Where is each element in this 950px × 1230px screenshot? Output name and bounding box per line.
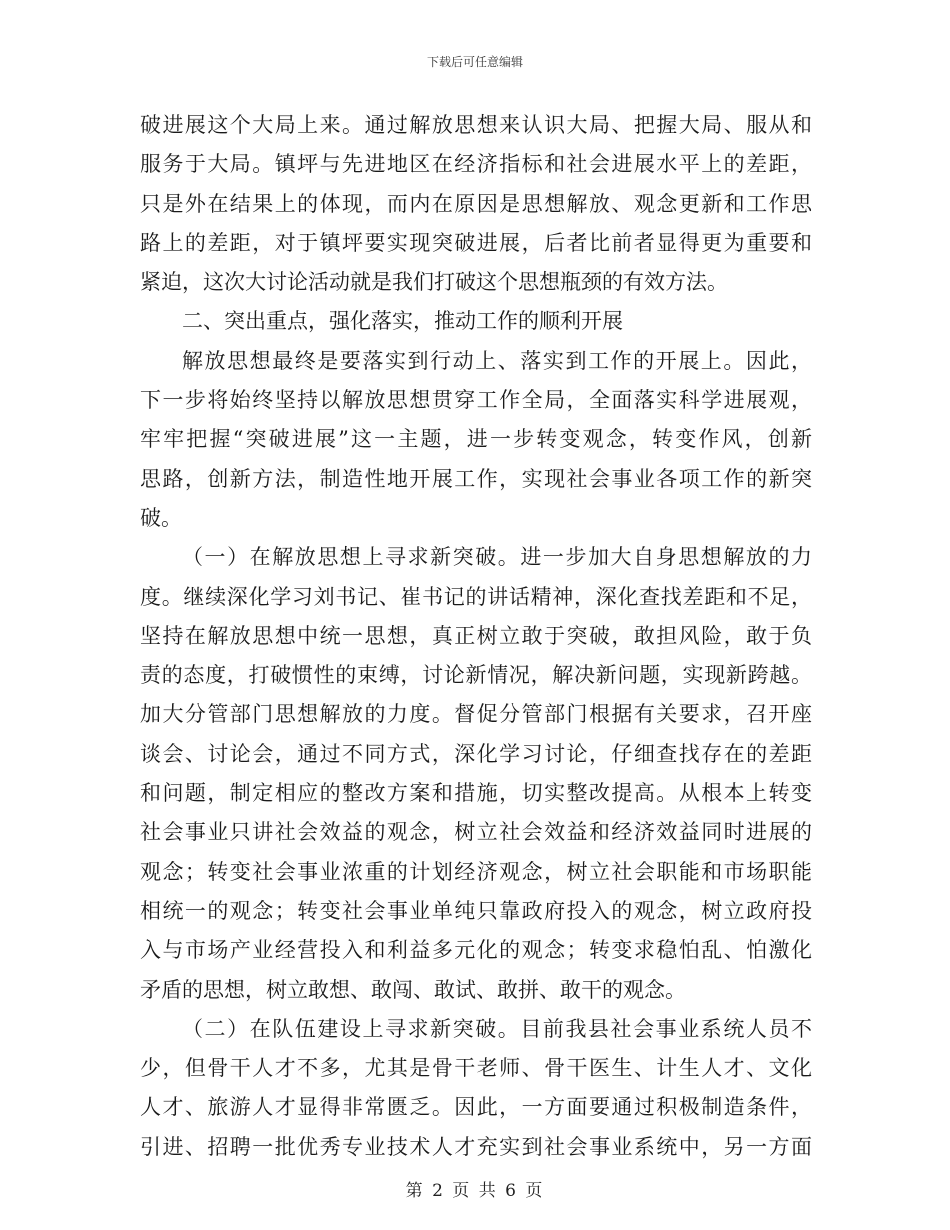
text-line: 和问题，制定相应的整改方案和措施，切实整改提高。从根本上转变 [140, 781, 812, 806]
text-line: 破。 [140, 505, 182, 530]
page-footer: 第 2 页 共 6 页 [405, 1181, 545, 1201]
text-line: 坚持在解放思想中统一思想，真正树立敢于突破，敢担风险，敢于负 [140, 623, 812, 648]
page-header: 下载后可任意编辑 [426, 55, 523, 69]
text-line: （一）在解放思想上寻求新突破。进一步加大自身思想解放的力 [182, 545, 812, 570]
text-line: 只是外在结果上的体现，而内在原因是思想解放、观念更新和工作思 [140, 191, 812, 216]
text-line: 牢牢把握“突破进展”这一主题，进一步转变观念，转变作风，创新 [140, 427, 812, 452]
text-line: 入与市场产业经营投入和利益多元化的观念；转变求稳怕乱、怕激化 [140, 938, 812, 963]
text-line: 引进、招聘一批优秀专业技术人才充实到社会事业系统中，另一方面 [140, 1134, 812, 1159]
text-line: 谈会、讨论会，通过不同方式，深化学习讨论，仔细查找存在的差距 [140, 741, 812, 766]
text-line: 路上的差距，对于镇坪要实现突破进展，后者比前者显得更为重要和 [140, 230, 812, 255]
text-line: 服务于大局。镇坪与先进地区在经济指标和社会进展水平上的差距， [140, 152, 812, 177]
text-line: 二、突出重点，强化落实，推动工作的顺利开展 [182, 309, 623, 334]
text-line: 少，但骨干人才不多，尤其是骨干老师、骨干医生、计生人才、文化 [140, 1056, 812, 1081]
text-line: 社会事业只讲社会效益的观念，树立社会效益和经济效益同时进展的 [140, 820, 812, 845]
text-line: 加大分管部门思想解放的力度。督促分管部门根据有关要求，召开座 [140, 702, 812, 727]
text-line: 观念；转变社会事业浓重的计划经济观念，树立社会职能和市场职能 [140, 859, 812, 884]
text-line: 下一步将始终坚持以解放思想贯穿工作全局，全面落实科学进展观， [140, 388, 812, 413]
text-line: 破进展这个大局上来。通过解放思想来认识大局、把握大局、服从和 [140, 113, 812, 137]
text-line: 人才、旅游人才显得非常匮乏。因此，一方面要通过积极制造条件， [140, 1095, 812, 1120]
text-line: 责的态度，打破惯性的束缚，讨论新情况，解决新问题，实现新跨越。 [140, 663, 812, 688]
document-body [140, 106, 812, 1167]
text-line: 度。继续深化学习刘书记、崔书记的讲话精神，深化查找差距和不足， [140, 584, 812, 609]
text-line: 矛盾的思想，树立敢想、敢闯、敢试、敢拼、敢干的观念。 [140, 977, 686, 1002]
text-line: 解放思想最终是要落实到行动上、落实到工作的开展上。因此， [182, 348, 812, 373]
text-line: （二）在队伍建设上寻求新突破。目前我县社会事业系统人员不 [182, 1016, 812, 1041]
text-line: 思路，创新方法，制造性地开展工作，实现社会事业各项工作的新突 [140, 466, 812, 491]
text-line: 紧迫，这次大讨论活动就是我们打破这个思想瓶颈的有效方法。 [140, 270, 728, 295]
text-line: 相统一的观念；转变社会事业单纯只靠政府投入的观念，树立政府投 [140, 898, 812, 923]
